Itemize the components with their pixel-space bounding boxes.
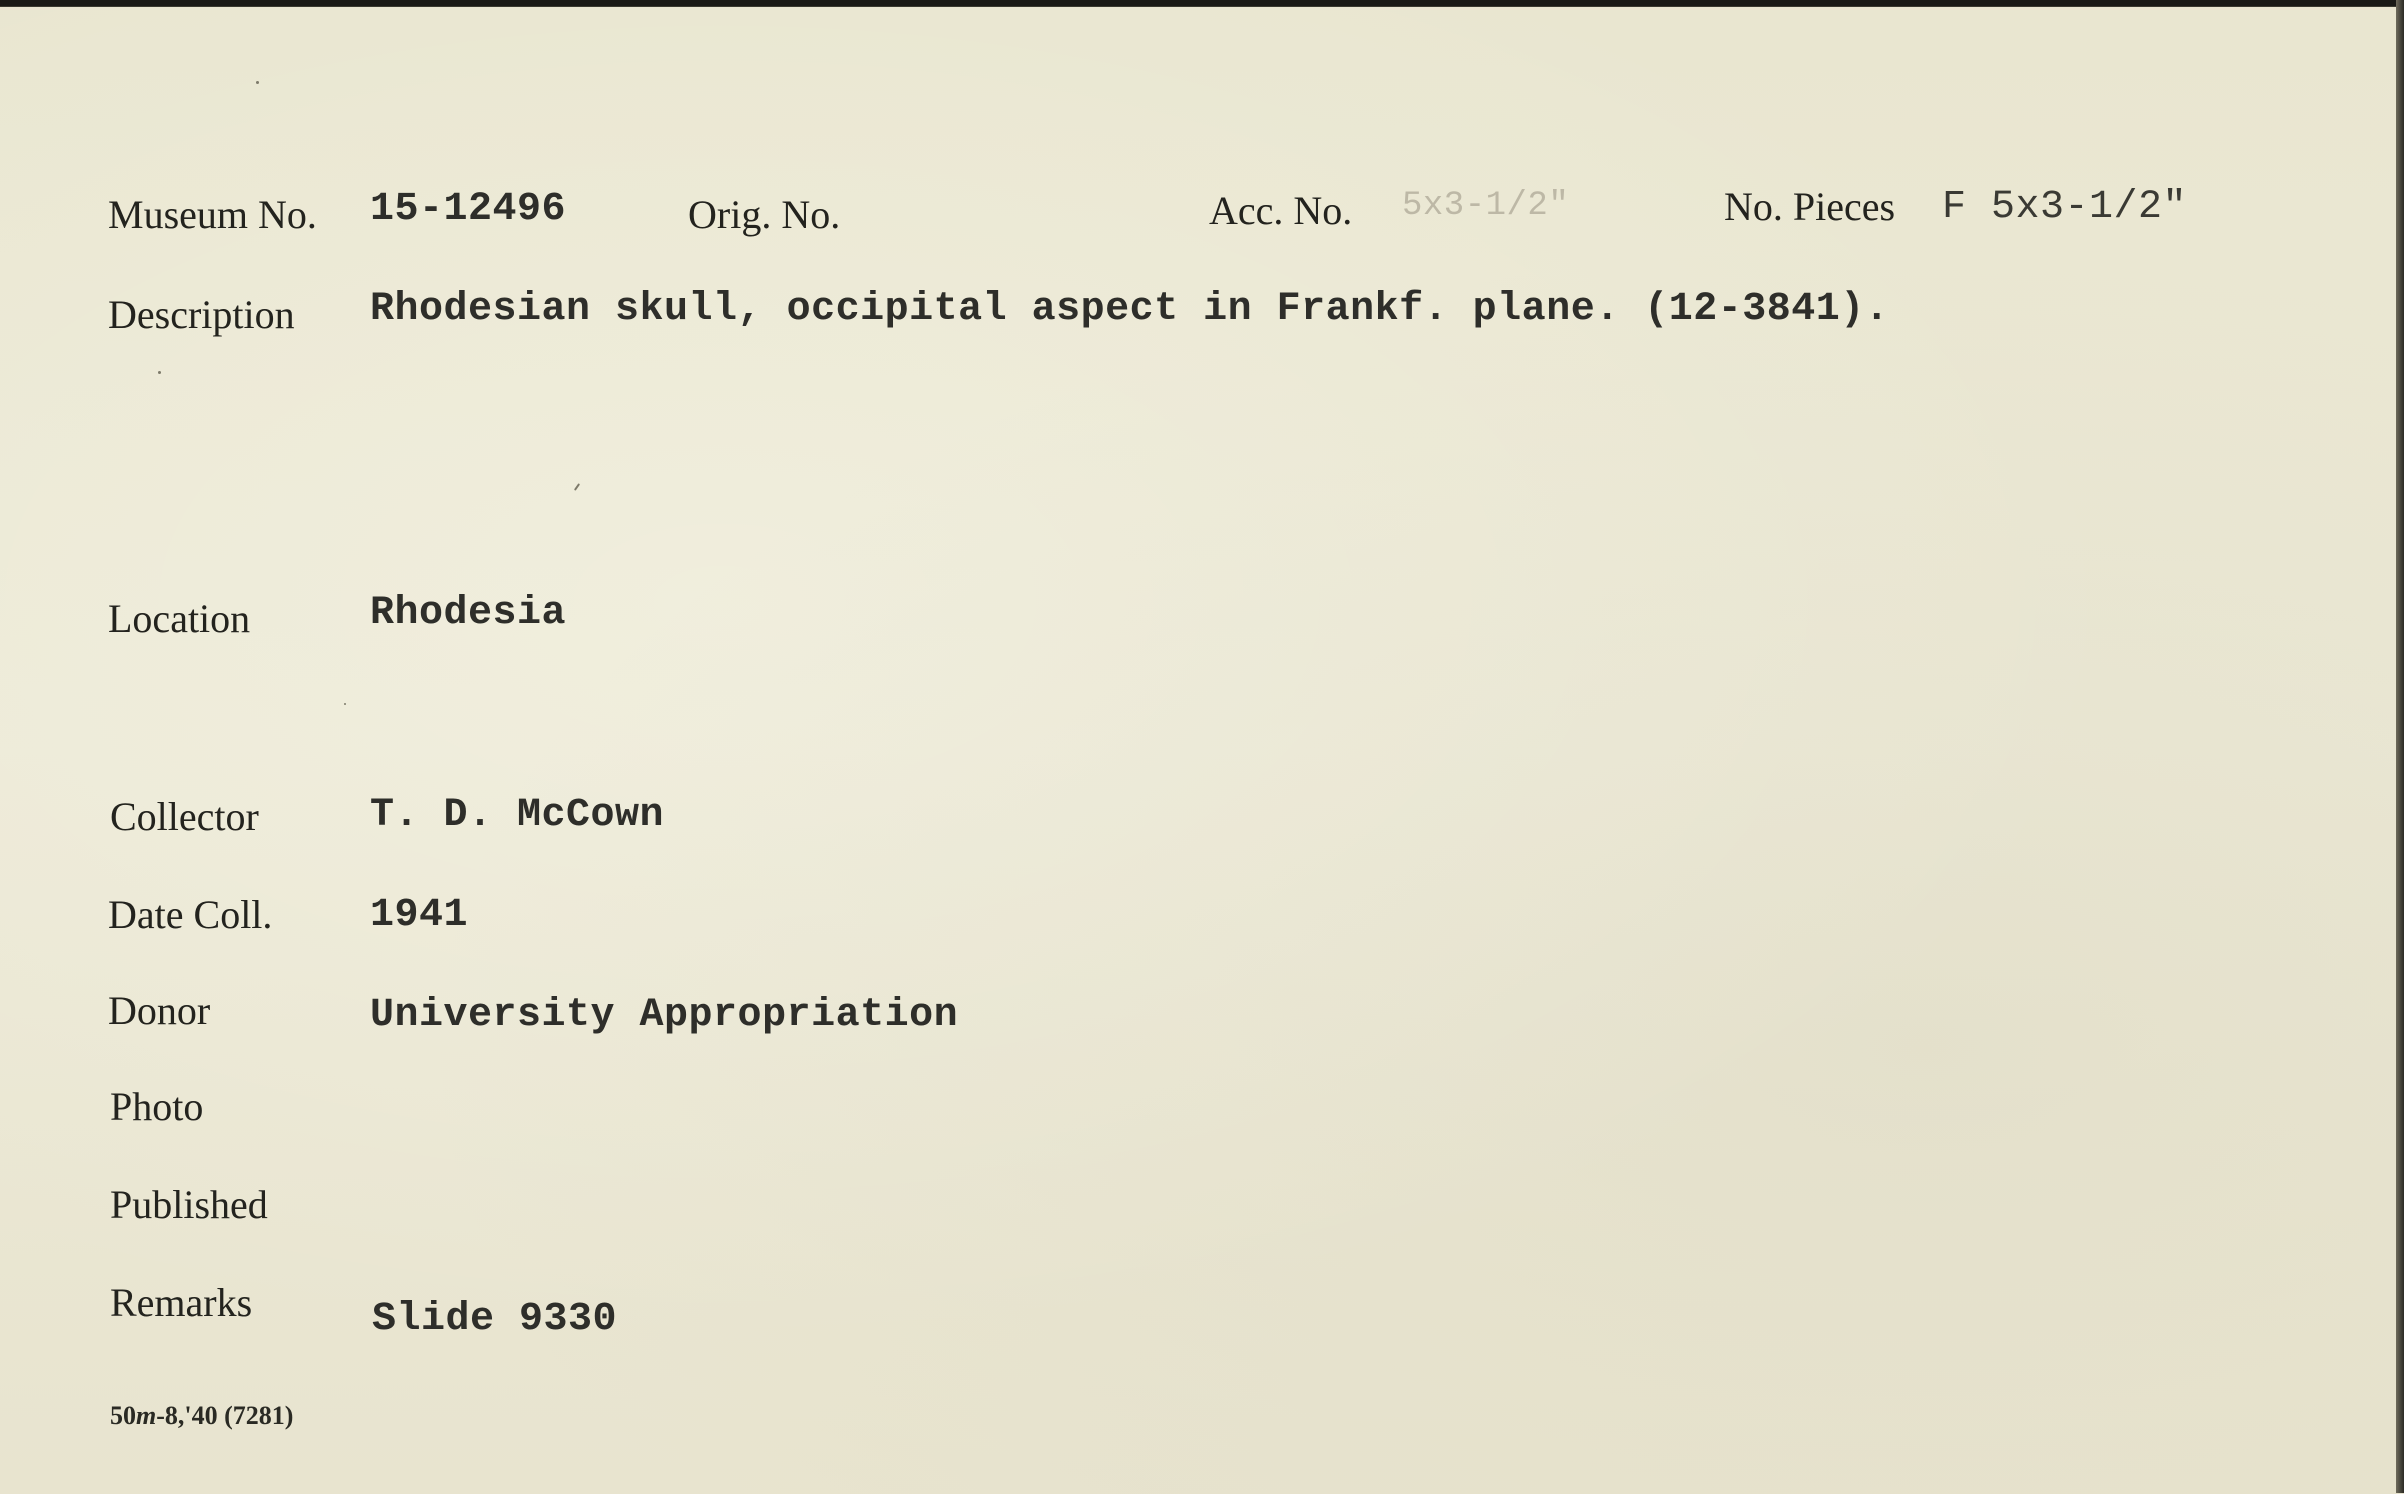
location-value: Rhodesia <box>370 591 567 636</box>
paper-speck <box>158 371 161 374</box>
description-label: Description <box>108 292 295 337</box>
donor-value: University Appropriation <box>370 993 959 1038</box>
museum-no-label: Museum No. <box>108 192 317 237</box>
museum-no-value: 15-12496 <box>370 187 567 232</box>
remarks-label: Remarks <box>110 1280 253 1325</box>
collector-value: T. D. McCown <box>370 793 665 838</box>
remarks-value: Slide 9330 <box>372 1297 618 1342</box>
donor-label: Donor <box>108 988 211 1033</box>
published-label: Published <box>110 1182 268 1227</box>
no-pieces-label: No. Pieces <box>1724 184 1896 229</box>
description-value: Rhodesian skull, occipital aspect in Frankf. plane. (12-3841). <box>370 287 1890 332</box>
location-label: Location <box>108 596 251 641</box>
acc-no-label: Acc. No. <box>1209 188 1353 233</box>
paper-speck <box>256 81 259 84</box>
paper-speck <box>344 703 346 705</box>
catalog-card <box>0 6 2404 1494</box>
orig-no-label: Orig. No. <box>688 192 841 237</box>
date-coll-label: Date Coll. <box>108 892 273 937</box>
photo-label: Photo <box>110 1084 204 1129</box>
form-number-italic: m <box>136 1401 157 1430</box>
acc-no-value: 5x3-1/2" <box>1402 187 1570 225</box>
collector-label: Collector <box>110 794 259 839</box>
form-number <box>110 1401 293 1431</box>
no-pieces-value: F 5x3-1/2" <box>1942 185 2188 230</box>
form-number-prefix: 50 <box>110 1401 136 1430</box>
card-right-edge <box>2396 0 2404 1493</box>
form-number-suffix: -8,'40 (7281) <box>156 1401 294 1430</box>
paper-speck <box>574 483 580 491</box>
date-coll-value: 1941 <box>370 893 469 938</box>
